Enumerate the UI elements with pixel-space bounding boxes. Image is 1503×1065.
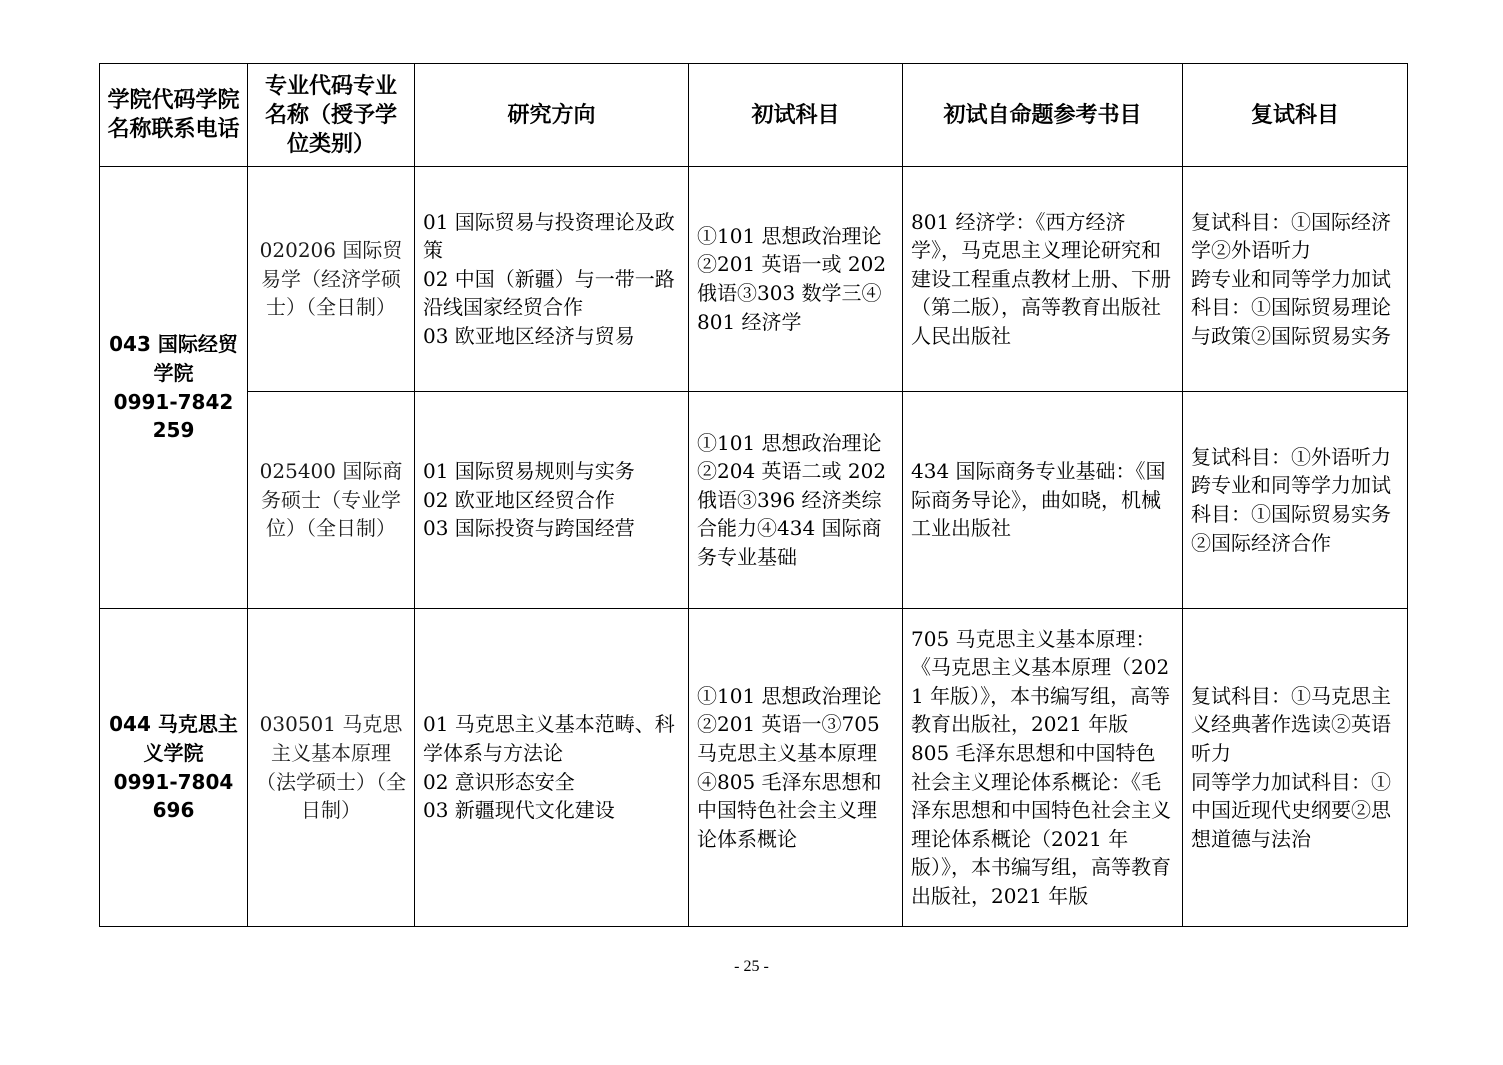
header-direction: 研究方向: [415, 64, 689, 167]
direction-item: 01 国际贸易规则与实务: [423, 459, 635, 484]
direction-item: 03 新疆现代文化建设: [423, 798, 615, 823]
direction-cell: [415, 609, 689, 927]
college-name: 043 国际经贸学院: [109, 332, 238, 385]
exam-subjects-cell: ①101 思想政治理论②201 英语一或 202俄语③303 数学三④801 经济学: [689, 167, 903, 392]
retest-item: 复试科目：①马克思主义经典著作选读②英语听力: [1191, 683, 1391, 765]
retest-item: 跨专业和同等学力加试科目：①国际贸易理论与政策②国际贸易实务: [1191, 266, 1391, 348]
direction-item: 02 欧亚地区经贸合作: [423, 487, 615, 512]
exam-subjects-cell: ①101 思想政治理论②201 英语一③705 马克思主义基本原理④805 毛泽东思想和中国特色社会主义理论体系概论: [689, 609, 903, 927]
college-phone: 0991-7804696: [113, 769, 234, 823]
reference-books-cell: 801 经济学：《西方经济学》，马克思主义理论研究和建设工程重点教材上册、下册（第二版），高等教育出版社人民出版社: [903, 167, 1183, 392]
reference-books-cell: 434 国际商务专业基础：《国际商务导论》，曲如晓，机械工业出版社: [903, 392, 1183, 609]
table-row: [100, 392, 1408, 609]
college-name: 044 马克思主义学院: [109, 712, 238, 765]
retest-item: 复试科目：①国际经济学②外语听力: [1191, 209, 1391, 263]
header-exam-subjects: 初试科目: [689, 64, 903, 167]
direction-item: 03 国际投资与跨国经营: [423, 516, 635, 541]
direction-item: 01 国际贸易与投资理论及政策: [423, 209, 675, 263]
retest-item: 复试科目：①外语听力: [1191, 444, 1391, 469]
header-retest: 复试科目: [1183, 64, 1408, 167]
page-number: - 25 -: [734, 958, 769, 975]
retest-cell: [1183, 392, 1408, 609]
header-row: [100, 64, 1408, 167]
retest-cell: [1183, 609, 1408, 927]
admissions-table: [99, 63, 1408, 927]
direction-item: 03 欧亚地区经济与贸易: [423, 323, 635, 348]
college-phone: 0991-7842259: [113, 389, 234, 443]
retest-item: 同等学力加试科目：①中国近现代史纲要②思想道德与法治: [1191, 769, 1391, 851]
college-cell: [100, 609, 248, 927]
exam-subjects-cell: ①101 思想政治理论②204 英语二或 202俄语③396 经济类综合能力④434 国际商务专业基础: [689, 392, 903, 609]
major-cell: 020206 国际贸易学（经济学硕士）（全日制）: [248, 167, 415, 392]
direction-cell: [415, 167, 689, 392]
header-college: 学院代码学院名称联系电话: [100, 64, 248, 167]
major-cell: 030501 马克思主义基本原理（法学硕士）（全日制）: [248, 609, 415, 927]
reference-book-item: 805 毛泽东思想和中国特色社会主义理论体系概论：《毛泽东思想和中国特色社会主义理论体系概论（2021 年版）》，本书编写组，高等教育出版社，2021 年版: [911, 740, 1171, 908]
header-major: 专业代码专业名称（授予学位类别）: [248, 64, 415, 167]
reference-book-item: 705 马克思主义基本原理：《马克思主义基本原理（2021 年版）》，本书编写组，高等教育出版社，2021 年版: [911, 626, 1171, 737]
direction-item: 02 中国（新疆）与一带一路沿线国家经贸合作: [423, 266, 675, 320]
retest-item: 跨专业和同等学力加试科目：①国际贸易实务②国际经济合作: [1191, 473, 1391, 555]
table-row: [100, 609, 1408, 927]
direction-cell: [415, 392, 689, 609]
direction-item: 01 马克思主义基本范畴、科学体系与方法论: [423, 712, 675, 765]
table-row: [100, 167, 1408, 392]
reference-books-cell: [903, 609, 1183, 927]
major-cell: 025400 国际商务硕士（专业学位）（全日制）: [248, 392, 415, 609]
retest-cell: [1183, 167, 1408, 392]
direction-item: 02 意识形态安全: [423, 769, 575, 794]
header-reference-books: 初试自命题参考书目: [903, 64, 1183, 167]
college-cell: [100, 167, 248, 609]
